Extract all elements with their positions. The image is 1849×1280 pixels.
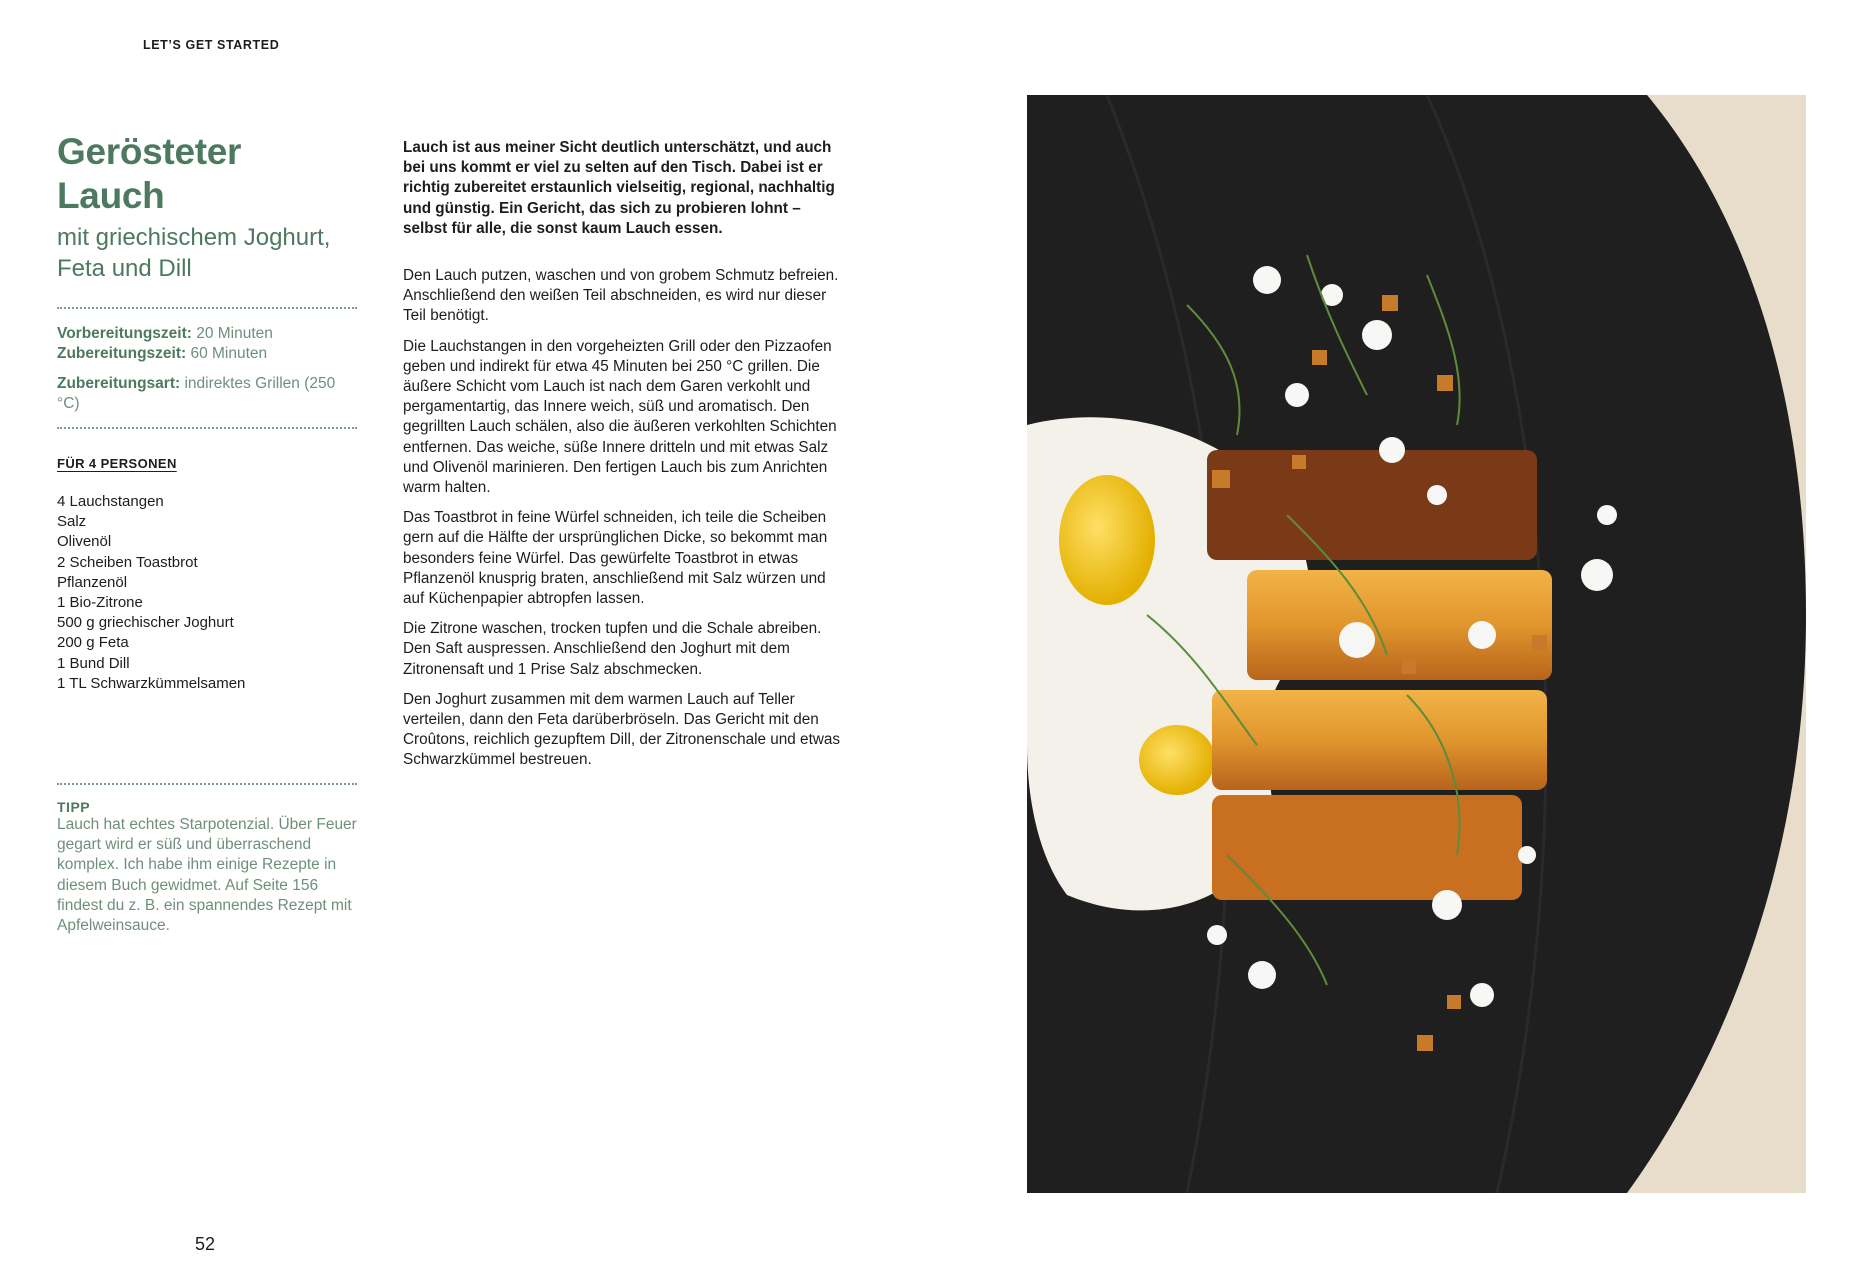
page-number: 52 [195,1234,216,1254]
ingredient-item: Pflanzenöl [57,573,128,591]
recipe-title: Gerösteter Lauch [57,131,242,216]
ingredient-item: 200 g Feta [57,634,129,652]
ingredient-item: 500 g griechischer Joghurt [57,614,234,632]
intro-paragraph: Lauch ist aus meiner Sicht deutlich unterschätzt, und auch bei uns kommt er viel zu selten auf den Tisch. Dabei ist er richtig zubereitet erstaunlich vielseitig, regional, nachhaltig und günstig. Ein Gericht, das sich zu probieren lohnt – selbst für alle, die sonst kaum Lauch essen. [403,139,835,237]
dish-photo [1027,95,1806,1193]
tip-label: TIPP [57,799,91,816]
instruction-step: Die Lauchstangen in den vorgeheizten Grill oder den Pizzaofen geben und indirekt für etwa 45 Minuten bei 250 °C grillen. Die äußere Schicht vom Lauch ist nach dem Garen verkohlt und pergamentartig, das Innere weich, süß und aromatisch. Den gegrillten Lauch schälen, also die äußeren verkohlten Schichten entfernen. Das weiche, süße Innere dritteln und mit etwas Salz und Olivenöl marinieren. Den fertigen Lauch bis zum Anrichten warm halten. [403,337,837,497]
ingredient-item: Salz [57,513,87,531]
ingredient-item: 1 Bio-Zitrone [57,594,143,612]
ingredient-item: Olivenöl [57,533,112,551]
recipe-subtitle-line-1: mit griechischem Joghurt, [57,224,331,251]
cook-time-label: Zubereitungszeit: [57,345,187,362]
section-label: LET’S GET STARTED [143,38,280,52]
ingredient-item: 1 TL Schwarzkümmelsamen [57,674,246,692]
recipe-subtitle-line-2: Feta und Dill [57,255,192,282]
leek-piece [1212,690,1547,790]
cooking-method [57,374,357,414]
dotted-divider [57,307,357,309]
cooking-method-label: Zubereitungsart: [57,375,181,392]
ingredient-list [57,492,357,694]
ingredient-item: 1 Bund Dill [57,654,130,672]
olive-oil-drop [1139,725,1215,795]
prep-time-label: Vorbereitungszeit: [57,325,192,342]
instruction-step: Den Joghurt zusammen mit dem warmen Lauch auf Teller verteilen, dann den Feta darüberbröseln. Das Gericht mit den Croûtons, reichlich gezupftem Dill, der Zitronenschale und etwas Schwarzkümmel bestreuen. [403,690,841,769]
ingredient-item: 4 Lauchstangen [57,493,164,510]
leek-piece [1247,570,1552,680]
tip-text: Lauch hat echtes Starpotenzial. Über Feuer gegart wird er süß und überraschend komplex. Ich habe ihm einige Rezepte in diesem Buch gewidmet. Auf Seite 156 findest du z. B. ein spannendes Rezept mit Apfelweinsauce. [57,816,357,935]
dotted-divider [57,427,357,429]
leek-piece [1207,450,1537,560]
instructions-column [403,138,843,781]
recipe-subtitle [57,222,357,284]
prep-time-value: 20 Minuten [191,325,273,342]
prep-time [57,324,357,344]
instruction-step: Die Zitrone waschen, trocken tupfen und die Schale abreiben. Den Saft auspressen. Anschließend den Joghurt mit dem Zitronensaft und 1 Prise Salz abschmecken. [403,620,822,678]
dish-illustration [1027,95,1806,1193]
cooking-method-value: indirektes Grillen (250 °C) [57,375,336,412]
instruction-steps [403,266,843,771]
instruction-step: Das Toastbrot in feine Würfel schneiden, ich teile die Scheiben gern auf die Hälfte der ursprünglichen Dicke, so bekommt man besonders feine Würfel. Das gewürfelte Toastbrot in etwas Pflanzenöl knusprig braten, anschließend mit Salz würzen und auf Küchenpapier abtropfen lassen. [403,509,828,608]
olive-oil-drop [1059,475,1155,605]
dotted-divider [57,783,357,785]
recipe-info-column [57,130,357,936]
instruction-step: Den Lauch putzen, waschen und von grobem Schmutz befreien. Anschließend den weißen Teil abschneiden, es wird nur dieser Teil benötigt. [403,267,839,325]
leek-piece [1212,795,1522,900]
cook-time [57,344,357,364]
cook-time-value: 60 Minuten [186,345,268,362]
ingredient-item: 2 Scheiben Toastbrot [57,553,198,571]
servings-heading: FÜR 4 PERSONEN [57,456,177,471]
